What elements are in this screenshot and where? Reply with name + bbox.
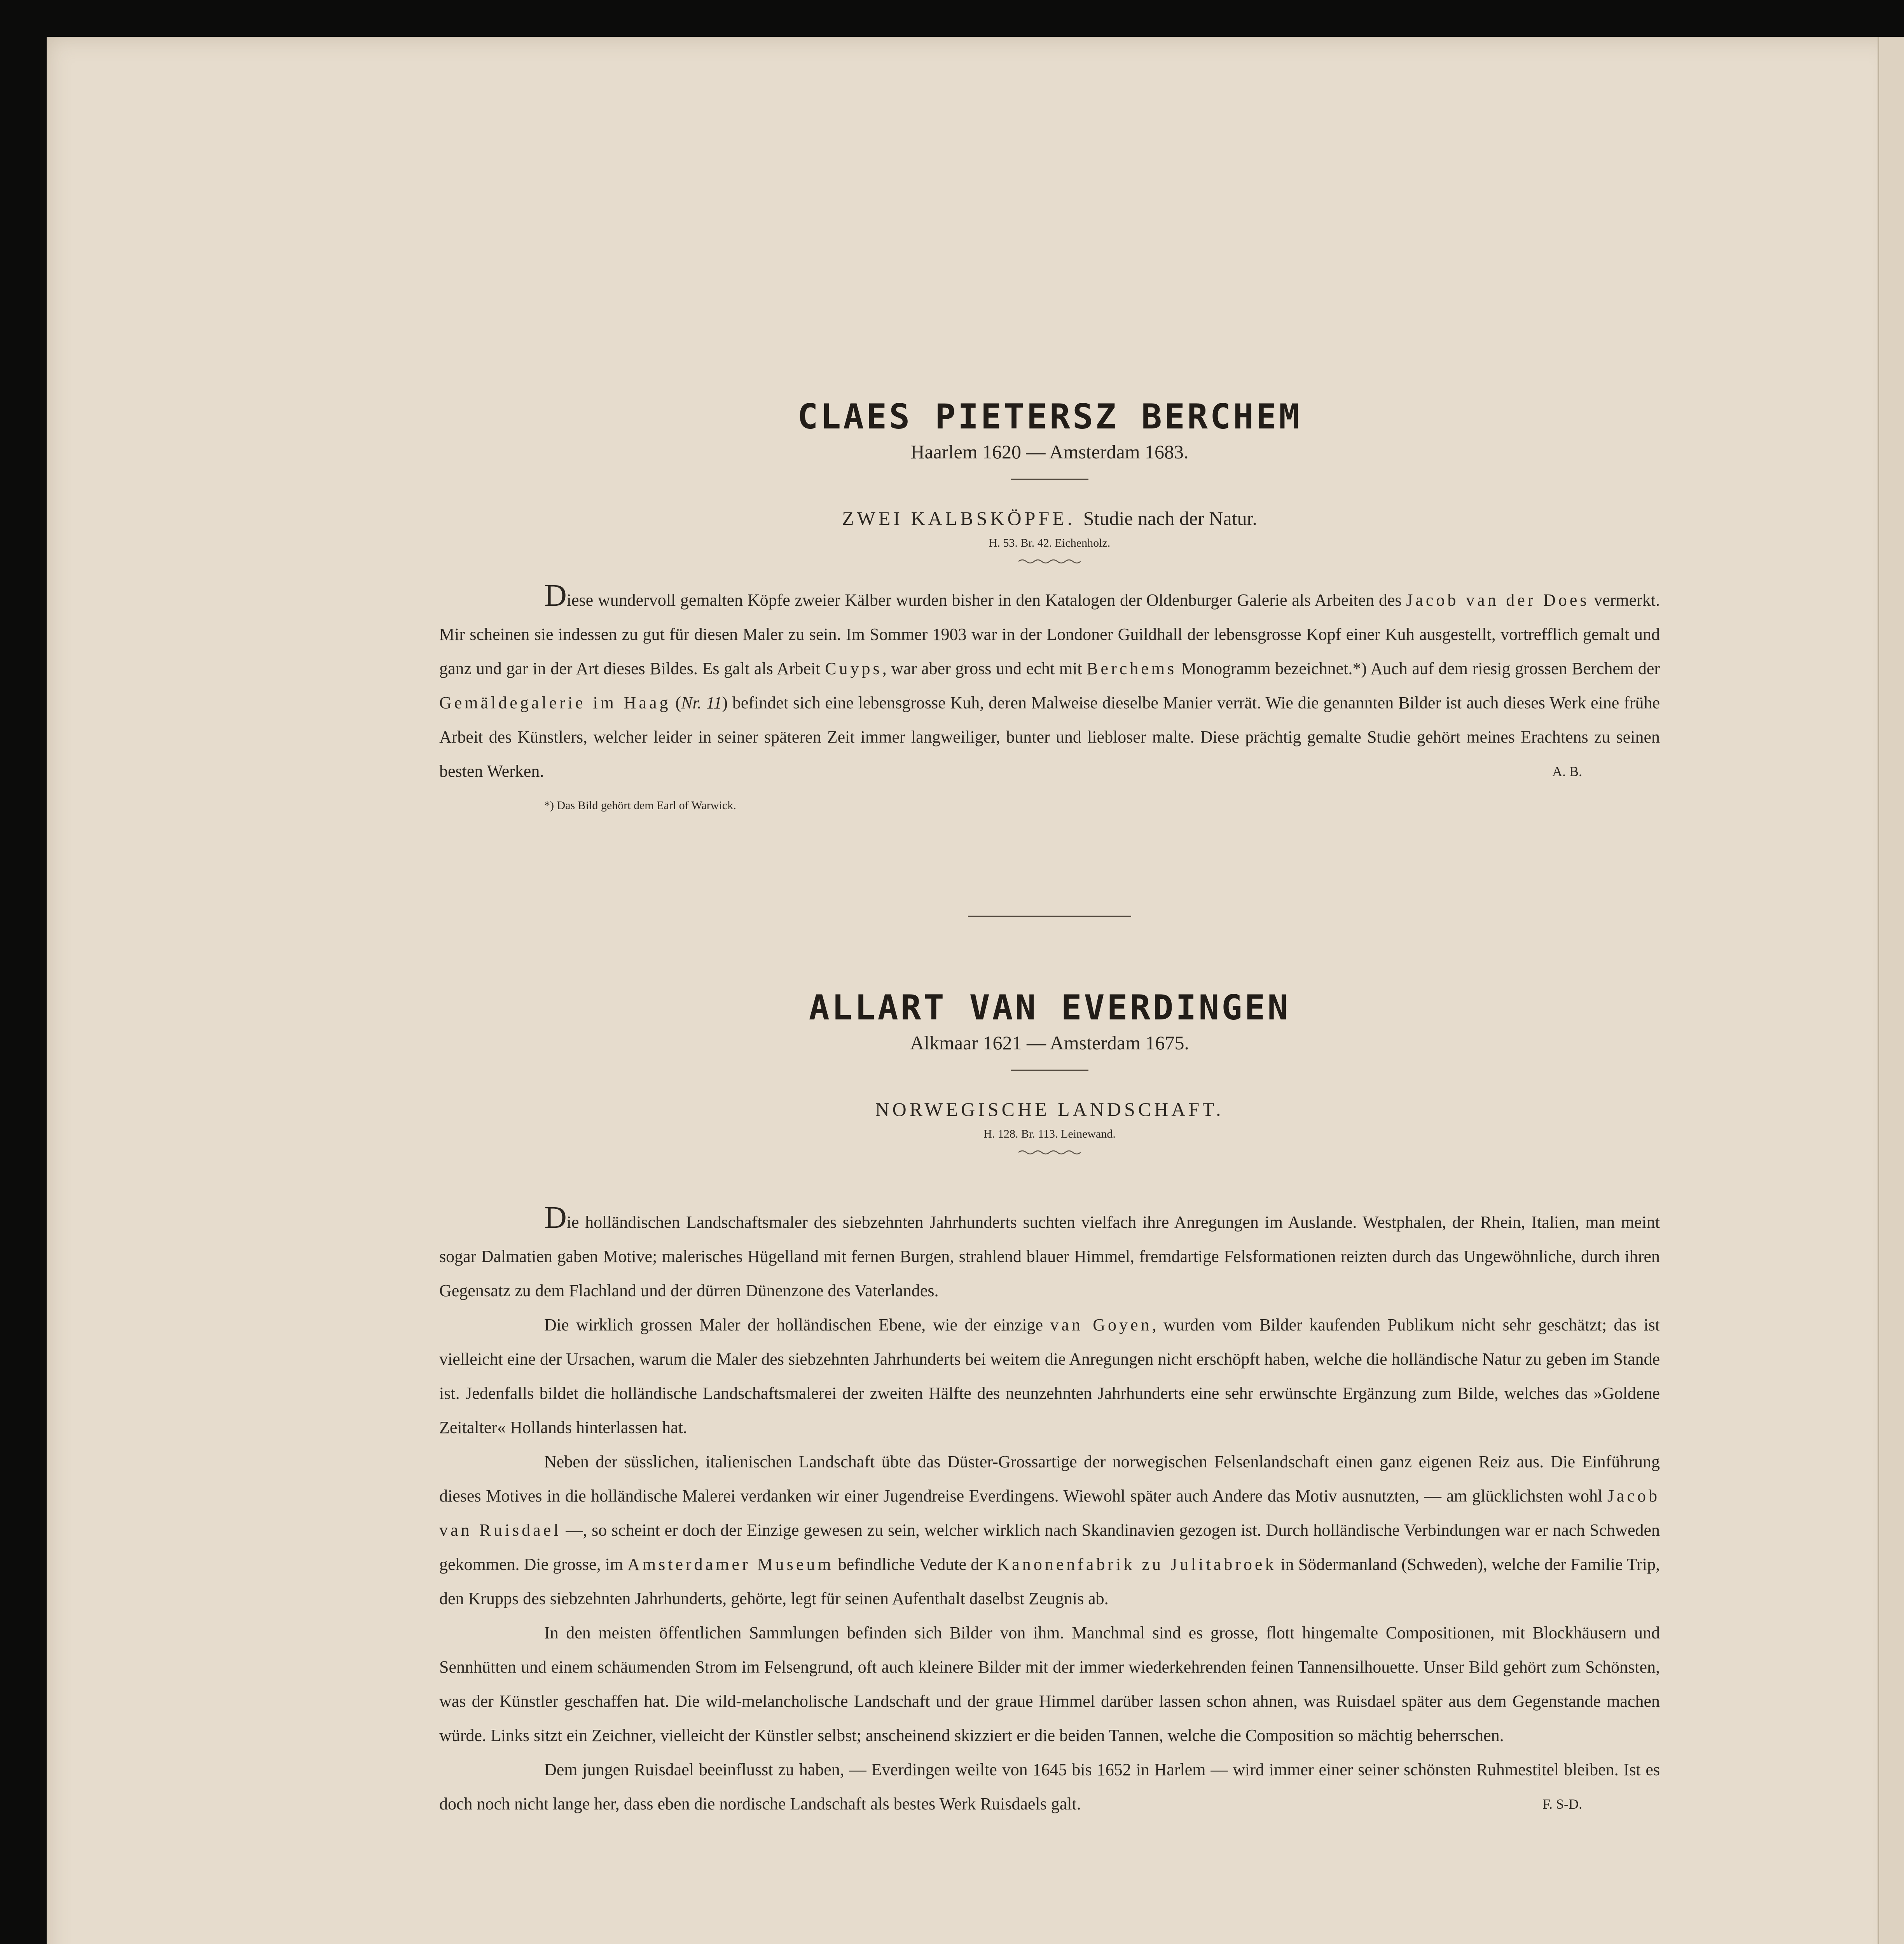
text: Dem jungen Ruisdael beeinflusst zu haben, — Everdingen weilte von 1645 bis 1652 in Harlem — wird immer einer seiner schönsten Ruhmestitel bleiben. Ist es doch noch nicht lange her, dass eben die nordische Landschaft als bestes Werk Ruisdaels galt. (439, 1760, 1660, 1813)
text: iese wundervoll gemalten Köpfe zweier Kälber wurden bisher in den Katalogen der Oldenburger Galerie als Arbeiten des (566, 591, 1406, 610)
paragraph (439, 1308, 1660, 1445)
painting-meta: H. 128. Br. 113. Leinewand. (983, 1128, 1116, 1140)
wave-ornament (1018, 1149, 1081, 1156)
name-emphasis: van Goyen (1050, 1315, 1152, 1334)
facing-page-edge (1878, 37, 1904, 1944)
paragraph (439, 1616, 1660, 1753)
text: ) befindet sich eine lebensgrosse Kuh, deren Malweise dieselbe Manier verrät. Wie die genannten Bilder ist auch dieses Werk eine frühe Arbeit des Künstlers, welcher leider in seiner späteren Zeit immer langweiliger, bunter und liebloser malte. Diese prächtig gemalte Studie gehört meines Erachtens zu seinen besten Werken. (439, 693, 1660, 781)
text: Die wirklich grossen Maler der holländischen Ebene, wie der einzige (544, 1315, 1050, 1334)
paragraph (439, 1445, 1660, 1616)
dropcap: D (544, 1201, 567, 1235)
artist-dates: Haarlem 1620 — Amsterdam 1683. (910, 441, 1189, 463)
section-divider (968, 916, 1131, 917)
signature: A. B. (1552, 764, 1582, 779)
text: Neben der süsslichen, italienischen Landschaft übte das Düster-Grossartige der norwegischen Felsenlandschaft einen ganz eigenen Reiz aus. Die Einführung dieses Motives in die holländische Malerei verdanken wir einer Jugendreise Everdingens. Wiewohl später auch Andere das Motiv ausnutzten, — am glücklichsten wohl (439, 1452, 1660, 1505)
painting-title: NORWEGISCHE LANDSCHAFT. (875, 1098, 1224, 1120)
artist-dates: Alkmaar 1621 — Amsterdam 1675. (910, 1032, 1189, 1054)
text: Monogramm bezeichnet.*) Auch auf dem riesig grossen Berchem der (1177, 659, 1660, 678)
artist-name: CLAES PIETERSZ BERCHEM (797, 397, 1302, 437)
paragraph (439, 1753, 1660, 1821)
dropcap: D (544, 579, 567, 613)
text: befindliche Vedute der (833, 1555, 997, 1574)
text: In den meisten öffentlichen Sammlungen befinden sich Bilder von ihm. Manchmal sind es grosse, flott hingemalte Compositionen, mit Blockhäusern und Sennhütten und einem schäumenden Strom im Felsengrund, oft auch kleinere Bilder mit der immer wiederkehrenden feinen Tannensilhouette. Unser Bild gehört zum Schönsten, was der Künstler geschaffen hat. Die wild-melancholische Landschaft und der graue Himmel darüber lassen schon ahnen, was Ruisdael später aus dem Gegenstande machen würde. Links sitzt ein Zeichner, vielleicht der Künstler selbst; anscheinend skizziert er die beiden Tannen, welche die Composition so mächtig beherrschen. (439, 1623, 1660, 1745)
signature: F. S-D. (1542, 1796, 1582, 1812)
footnote: *) Das Bild gehört dem Earl of Warwick. (544, 799, 736, 812)
name-emphasis: Berchems (1087, 659, 1177, 678)
painting-title-text: ZWEI KALBSKÖPFE. (842, 507, 1076, 529)
name-emphasis: Cuyps (825, 659, 882, 678)
paragraph (439, 579, 1660, 788)
name-emphasis: Gemäldegalerie im Haag (439, 693, 671, 712)
name-emphasis: Amsterdamer Museum (627, 1555, 834, 1574)
section-berchem-body (439, 579, 1660, 823)
text: , war aber gross und echt mit (882, 659, 1087, 678)
section-everdingen-header (439, 988, 1660, 1156)
catalog-number: Nr. 11 (681, 693, 722, 712)
artist-name: ALLART VAN EVERDINGEN (809, 988, 1291, 1028)
painting-meta: H. 53. Br. 42. Eichenholz. (989, 537, 1111, 549)
painting-title (439, 507, 1660, 530)
text: ( (671, 693, 681, 712)
text: ie holländischen Landschaftsmaler des siebzehnten Jahrhunderts suchten vielfach ihre Anregungen im Auslande. Westphalen, der Rhein, Italien, man meint sogar Dalmatien gaben Motive; malerisches Hügelland mit fernen Burgen, strahlend blauer Himmel, fremdartige Felsformationen reizten durch das Ungewöhnliche, durch ihren Gegensatz zu dem Flachland und der dürren Dünenzone des Vaterlandes. (439, 1213, 1660, 1300)
name-emphasis: Jacob van der Does (1406, 591, 1590, 610)
section-berchem-header (439, 397, 1660, 565)
wave-ornament (1018, 558, 1081, 565)
text: vermerkt. Mir scheinen sie indessen zu gut für diesen Maler zu sein. Im Sommer 1903 war in der Londoner Guildhall der lebensgrosse Kopf einer Kuh ausgestellt, vortrefflich gemalt und ganz und gar in der Art dieses Bildes. Es galt als Arbeit (439, 591, 1660, 678)
name-emphasis: Jacob van Ruisdael (439, 1486, 1660, 1540)
text: , wurden vom Bilder kaufenden Publikum nicht sehr geschätzt; das ist vielleicht eine der Ursachen, warum die Maler des siebzehnten Jahrhunderts bei weitem die Anregungen nicht erschöpft haben, welche die holländische Natur zu geben im Stande ist. Jedenfalls bildet die holländische Landschaftsmalerei der zweiten Hälfte des neunzehnten Jahrhunderts eine sehr erwünschte Ergänzung zum Bilde, welches das »Goldene Zeitalter« Hollands hinterlassen hat. (439, 1315, 1660, 1437)
painting-subtitle: Studie nach der Natur. (1083, 507, 1257, 529)
divider (1011, 1070, 1088, 1071)
name-emphasis: Kanonenfabrik zu Julitabroek (997, 1555, 1277, 1574)
text: —, so scheint er doch der Einzige gewesen zu sein, welcher wirklich nach Skandinavien gezogen ist. Durch holländische Verbindungen war er nach Schweden gekommen. Die grosse, im (439, 1521, 1660, 1574)
paragraph (439, 1201, 1660, 1308)
section-everdingen-body (439, 1201, 1660, 1821)
text: in Södermanland (Schweden), welche der Familie Trip, den Krupps des siebzehnten Jahrhunderts, gehörte, legt für seinen Aufenthalt daselbst Zeugnis ab. (439, 1555, 1660, 1608)
divider (1011, 479, 1088, 480)
